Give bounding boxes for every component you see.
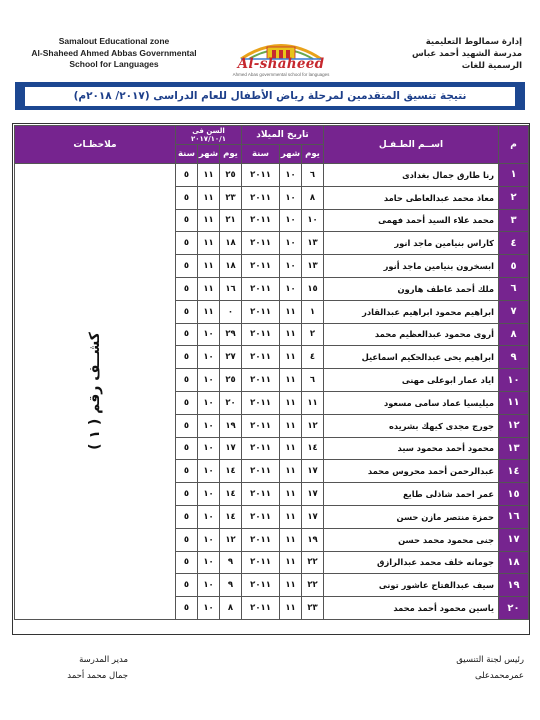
row-index: ٢: [499, 186, 529, 209]
age-months: ١٠: [198, 323, 220, 346]
age-years: ٥: [176, 574, 198, 597]
age-years: ٥: [176, 483, 198, 506]
child-name: جومانه خلف محمد عبدالرازق: [324, 551, 499, 574]
age-months: ١٠: [198, 551, 220, 574]
birth-month: ١١: [280, 437, 302, 460]
child-name: محمود أحمد محمود سيد: [324, 437, 499, 460]
header-left-line-3: School for Languages: [69, 59, 159, 69]
age-days: ١٤: [220, 505, 242, 528]
age-days: ١٤: [220, 460, 242, 483]
birth-month: ١١: [280, 574, 302, 597]
birth-year: ٢٠١١: [242, 574, 280, 597]
age-months: ١١: [198, 164, 220, 187]
child-name: حمزة منتصر مازن حسن: [324, 505, 499, 528]
principal-title: مدير المدرسة: [79, 655, 128, 665]
birth-year: ٢٠١١: [242, 528, 280, 551]
age-months: ١١: [198, 186, 220, 209]
row-index: ١: [499, 164, 529, 187]
coordination-signature: [364, 652, 524, 684]
age-years: ٥: [176, 551, 198, 574]
title-banner: [15, 82, 525, 110]
birth-year: ٢٠١١: [242, 209, 280, 232]
age-years: ٥: [176, 209, 198, 232]
child-name: جنى محمود محمد حسن: [324, 528, 499, 551]
age-days: ١٧: [220, 437, 242, 460]
age-days: ٢٠: [220, 391, 242, 414]
child-name: اياد عمار ابوعلى مهنى: [324, 369, 499, 392]
age-days: ٢٥: [220, 164, 242, 187]
logo-text: Al-shaheed: [237, 56, 325, 72]
header-left-line-2: Al-Shaheed Ahmed Abbas Governmental: [31, 47, 197, 58]
row-index: ١٤: [499, 460, 529, 483]
birth-year: ٢٠١١: [242, 300, 280, 323]
age-days: ٩: [220, 574, 242, 597]
birth-year: ٢٠١١: [242, 391, 280, 414]
birth-day: ١٢: [302, 414, 324, 437]
row-index: ٥: [499, 255, 529, 278]
birth-year: ٢٠١١: [242, 346, 280, 369]
birth-year: ٢٠١١: [242, 437, 280, 460]
birth-day: ١٥: [302, 277, 324, 300]
age-days: ١٦: [220, 277, 242, 300]
birth-day: ١٧: [302, 483, 324, 506]
row-index: ٧: [499, 300, 529, 323]
child-name: أروى محمود عبدالعظيم محمد: [324, 323, 499, 346]
birth-year: ٢٠١١: [242, 414, 280, 437]
birth-day: ١٧: [302, 505, 324, 528]
age-years: ٥: [176, 391, 198, 414]
age-months: ١١: [198, 300, 220, 323]
school-name-english: [14, 36, 214, 71]
age-days: ١٨: [220, 232, 242, 255]
age-days: ٠: [220, 300, 242, 323]
age-days: ٨: [220, 597, 242, 620]
child-name: ابسخرون بنيامين ماجد أنور: [324, 255, 499, 278]
header-child-name: اســم الطـفـل: [324, 126, 499, 164]
table-body: [15, 164, 529, 620]
results-table: [14, 125, 529, 620]
document-title: نتيجة تنسيق المتقدمين لمرحلة رياض الأطفال للعام الدراسى (٢٠١٧/ ٢٠١٨م): [73, 90, 467, 102]
age-years: ٥: [176, 323, 198, 346]
row-index: ١٥: [499, 483, 529, 506]
school-name-arabic: [352, 36, 522, 72]
coordination-committee-name: عمرمحمدعلى: [474, 671, 524, 681]
age-years: ٥: [176, 460, 198, 483]
row-index: ٤: [499, 232, 529, 255]
header-left-line-1: Samalout Educational zone: [58, 36, 170, 46]
child-name: عمر احمد شاذلى طايع: [324, 483, 499, 506]
table-row: [15, 164, 529, 187]
age-days: ١٩: [220, 414, 242, 437]
header-notes: ملاحظـات: [15, 126, 176, 164]
row-index: ١٧: [499, 528, 529, 551]
birth-month: ١١: [280, 483, 302, 506]
birth-day: ١٠: [302, 209, 324, 232]
child-name: معاذ محمد عبدالعاطى حامد: [324, 186, 499, 209]
row-index: ١١: [499, 391, 529, 414]
row-index: ١٦: [499, 505, 529, 528]
coordination-committee-title: رئيس لجنة التنسيق: [456, 655, 524, 665]
birth-month: ١٠: [280, 209, 302, 232]
birth-month: ١٠: [280, 186, 302, 209]
header-age-month: شهر: [198, 145, 220, 164]
age-months: ١٠: [198, 528, 220, 551]
header-right-line-3: الرسمية للغات: [461, 61, 522, 71]
age-months: ١٠: [198, 460, 220, 483]
birth-year: ٢٠١١: [242, 255, 280, 278]
birth-year: ٢٠١١: [242, 551, 280, 574]
age-months: ١٠: [198, 391, 220, 414]
birth-year: ٢٠١١: [242, 369, 280, 392]
child-name: ياسين محمود أحمد محمد: [324, 597, 499, 620]
age-days: ٢١: [220, 209, 242, 232]
birth-month: ١٠: [280, 164, 302, 187]
age-years: ٥: [176, 300, 198, 323]
birth-day: ١١: [302, 391, 324, 414]
age-months: ١٠: [198, 574, 220, 597]
age-months: ١١: [198, 277, 220, 300]
child-name: كاراس بنيامين ماجد انور: [324, 232, 499, 255]
header-birth-year: سنة: [242, 145, 280, 164]
birth-day: ١: [302, 300, 324, 323]
age-days: ١٨: [220, 255, 242, 278]
child-name: ميليسيا عماد سامى مسعود: [324, 391, 499, 414]
row-index: ٩: [499, 346, 529, 369]
birth-month: ١٠: [280, 255, 302, 278]
child-name: ملك أحمد عاطف هارون: [324, 277, 499, 300]
principal-signature: [8, 652, 128, 684]
birth-month: ١١: [280, 346, 302, 369]
child-name: جورج مجدى كيهك بشريده: [324, 414, 499, 437]
age-months: ١١: [198, 232, 220, 255]
header-age: السن فى ٢٠١٧/١٠/١: [176, 126, 242, 145]
birth-month: ١١: [280, 369, 302, 392]
age-months: ١٠: [198, 369, 220, 392]
birth-day: ٢٢: [302, 551, 324, 574]
child-name: ابراهيم محمود ابراهيم عبدالقادر: [324, 300, 499, 323]
age-years: ٥: [176, 186, 198, 209]
age-months: ١١: [198, 255, 220, 278]
age-years: ٥: [176, 255, 198, 278]
age-years: ٥: [176, 437, 198, 460]
age-years: ٥: [176, 528, 198, 551]
birth-day: ٢٣: [302, 597, 324, 620]
child-name: عبدالرحمن أحمد محروس محمد: [324, 460, 499, 483]
birth-month: ١٠: [280, 277, 302, 300]
age-months: ١٠: [198, 597, 220, 620]
header-right-line-1: إدارة سمالوط التعليمية: [425, 37, 522, 47]
age-years: ٥: [176, 277, 198, 300]
header-birth-month: شهر: [280, 145, 302, 164]
header-age-year: سنة: [176, 145, 198, 164]
child-name: ابراهيم يحى عبدالحكيم اسماعيل: [324, 346, 499, 369]
header-right-line-2: مدرسة الشهيد أحمد عباس: [411, 49, 522, 59]
row-index: ١٨: [499, 551, 529, 574]
birth-day: ٢: [302, 323, 324, 346]
notes-cell: [15, 164, 176, 620]
birth-month: ١١: [280, 597, 302, 620]
child-name: محمد علاء السيد أحمد فهمى: [324, 209, 499, 232]
child-name: رنا طارق جمال بغدادى: [324, 164, 499, 187]
header-birth-date: تاريخ الميلاد: [242, 126, 324, 145]
age-days: ٢٩: [220, 323, 242, 346]
age-days: ٩: [220, 551, 242, 574]
birth-day: ٤: [302, 346, 324, 369]
birth-month: ١١: [280, 460, 302, 483]
birth-month: ١١: [280, 300, 302, 323]
row-index: ١٠: [499, 369, 529, 392]
birth-day: ٦: [302, 164, 324, 187]
birth-month: ١١: [280, 391, 302, 414]
list-number-label: كشــف رقم ( ١ ): [87, 332, 103, 451]
birth-day: ١٧: [302, 460, 324, 483]
age-days: ٢٣: [220, 186, 242, 209]
row-index: ٣: [499, 209, 529, 232]
logo-subtitle: Ahmed Abas governmental school for languages: [232, 72, 330, 77]
child-name: سيف عبدالفتاح عاشور تونى: [324, 574, 499, 597]
birth-year: ٢٠١١: [242, 597, 280, 620]
birth-day: ١٩: [302, 528, 324, 551]
age-months: ١٠: [198, 414, 220, 437]
birth-year: ٢٠١١: [242, 164, 280, 187]
birth-month: ١١: [280, 528, 302, 551]
row-index: ٨: [499, 323, 529, 346]
birth-month: ١١: [280, 505, 302, 528]
birth-year: ٢٠١١: [242, 483, 280, 506]
birth-year: ٢٠١١: [242, 232, 280, 255]
row-index: ١٩: [499, 574, 529, 597]
age-months: ١٠: [198, 505, 220, 528]
birth-year: ٢٠١١: [242, 186, 280, 209]
age-months: ١٠: [198, 437, 220, 460]
birth-month: ١١: [280, 323, 302, 346]
birth-day: ٦: [302, 369, 324, 392]
age-days: ٢٧: [220, 346, 242, 369]
birth-day: ١٤: [302, 437, 324, 460]
principal-name: جمال محمد أحمد: [67, 671, 128, 681]
table-header-row: [15, 126, 529, 145]
title-banner-inner: [25, 87, 515, 106]
age-days: ٢٥: [220, 369, 242, 392]
birth-year: ٢٠١١: [242, 277, 280, 300]
birth-month: ١١: [280, 551, 302, 574]
birth-day: ١٣: [302, 255, 324, 278]
birth-year: ٢٠١١: [242, 460, 280, 483]
row-index: ٦: [499, 277, 529, 300]
school-logo: [227, 36, 335, 78]
row-index: ١٢: [499, 414, 529, 437]
header-age-day: يوم: [220, 145, 242, 164]
header-index: م: [499, 126, 529, 164]
age-years: ٥: [176, 232, 198, 255]
age-years: ٥: [176, 369, 198, 392]
age-years: ٥: [176, 597, 198, 620]
age-days: ١٢: [220, 528, 242, 551]
age-years: ٥: [176, 346, 198, 369]
age-years: ٥: [176, 505, 198, 528]
age-years: ٥: [176, 164, 198, 187]
birth-year: ٢٠١١: [242, 323, 280, 346]
birth-day: ١٣: [302, 232, 324, 255]
birth-year: ٢٠١١: [242, 505, 280, 528]
age-months: ١١: [198, 209, 220, 232]
header-birth-day: يوم: [302, 145, 324, 164]
birth-day: ٨: [302, 186, 324, 209]
age-years: ٥: [176, 414, 198, 437]
birth-day: ٢٢: [302, 574, 324, 597]
birth-month: ١١: [280, 414, 302, 437]
row-index: ٢٠: [499, 597, 529, 620]
age-months: ١٠: [198, 483, 220, 506]
age-days: ١٤: [220, 483, 242, 506]
row-index: ١٣: [499, 437, 529, 460]
birth-month: ١٠: [280, 232, 302, 255]
age-months: ١٠: [198, 346, 220, 369]
